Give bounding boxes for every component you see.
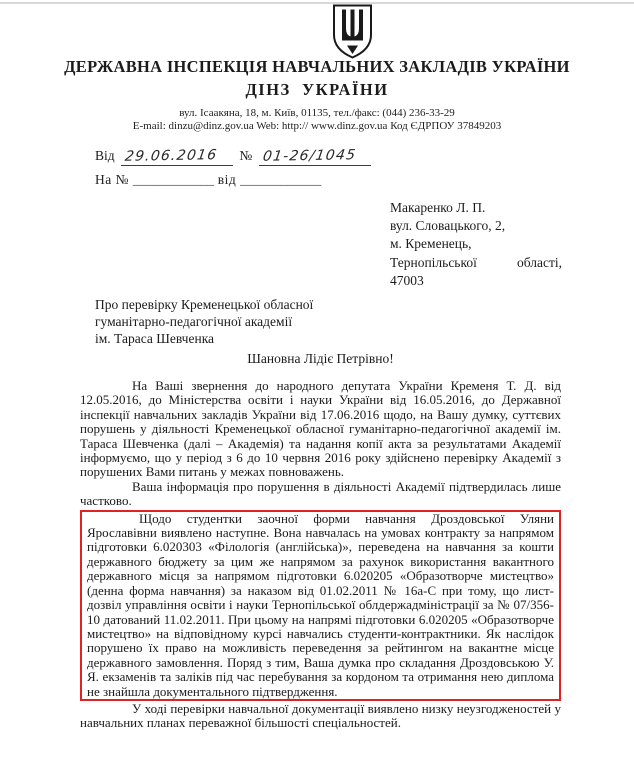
highlighted-paragraph: Щодо студентки заочної форми навчання Дроздовської Уляни Ярославівни виявлено наступне. Вона навчалась на умовах контракту за напрямом підготовки 6.020303 «Філологія (англійська)», переведена на навчання за кошти державного бюджету за цим же напрямом за рахунок використання вакантного державного місця за напрямом підготовки 6.020205 «Образотворче мистецтво» (денна форма навчання) за наказом від 01.02.2011 № 16а-С при тому, що лист-дозвіл управління освіти і науки Тернопільської облдержадміністрації за № 07/356-10 датований 11.02.2011. При цьому на напрямі підготовки 6.020205 «Образотворче мистецтво» на відповідному курсі навчались студенти-контрактники. Як наслідок порушено їх право на можливість переведення за рейтингом на вакантне місце державного замовлення. Поряд з тим, Ваша думка про складання Дроздовською У. Я. екзаменів та заліків під час перебування за кордоном та отримання нею диплома не знайшла документального підтвердження.	[87, 510, 554, 699]
recipient-city: м. Кременець,	[390, 236, 472, 252]
contact-line: E-mail: dinzu@dinz.gov.ua Web: http:// www.dinz.gov.ua Код ЄДРПОУ 37849203	[132, 120, 502, 132]
salutation: Шановна Лідіє Петрівно!	[247, 351, 394, 366]
numero-sign: №	[239, 148, 253, 163]
body-paragraph-1: На Ваші звернення до народного депутата України Кременя Т. Д. від 12.05.2016, до Міністерства освіти і науки України від 16.05.2016, до Державної інспекції навчальних закладів України від 17.06.2016 щодо, на Вашу думку, суттєвих порушень у діяльності Кременецької обласної гуманітарно-педагогічної академії ім. Тараса Шевченка (далі – Академія) та надання копії акта за результатами Академії інформуємо, що у період з 6 до 10 червня 2016 року здійснено перевірку Академії з порушених Вами питань у межах повноважень.	[80, 378, 561, 480]
org-abbr-heading: ДІНЗ УКРАЇНИ	[245, 80, 389, 99]
outgoing-number-field	[259, 148, 371, 166]
subject-block	[95, 296, 313, 347]
incoming-from-label: від	[217, 172, 237, 187]
recipient-street: вул. Словацького, 2,	[390, 218, 506, 234]
recipient-name: Макаренко Л. П.	[390, 200, 486, 215]
address-line: вул. Ісаакяна, 18, м. Київ, 01135, тел./факс: (044) 236-33-29	[179, 107, 455, 119]
outgoing-ref-line	[95, 148, 374, 166]
subject-line: ім. Тараса Шевченка	[95, 331, 215, 346]
incoming-ref-line	[95, 172, 321, 188]
outgoing-date-handwritten: 29.06.2016	[123, 147, 219, 165]
highlighted-paragraph-box	[80, 510, 561, 701]
subject-line: Про перевірку Кременецької обласної	[95, 297, 314, 312]
body-paragraph-2: Ваша інформація про порушення в діяльності Академії підтвердилась лише частково.	[80, 478, 561, 509]
recipient-postal-code: 47003	[390, 272, 424, 288]
letter-body	[80, 379, 561, 731]
incoming-date-blank: ____________	[240, 172, 322, 187]
subject-line: гуманітарно-педагогічної академії	[95, 314, 293, 329]
incoming-ref-label: На №	[95, 172, 129, 187]
scan-edge-line	[0, 2, 634, 4]
outgoing-number-handwritten: 01-26/1045	[261, 147, 357, 165]
recipient-region: Тернопільської області,	[390, 254, 562, 270]
ukraine-trident-emblem-icon	[329, 4, 376, 59]
incoming-number-blank: ____________	[132, 172, 214, 187]
body-paragraph-3: У ході перевірки навчальної документації виявлено низку неузгодженостей у навчальних планах переважної більшості спеціальностей.	[80, 700, 561, 731]
org-name-heading: ДЕРЖАВНА ІНСПЕКЦІЯ НАВЧАЛЬНИХ ЗАКЛАДІВ УКРАЇНИ	[64, 57, 570, 76]
outgoing-date-field	[121, 148, 233, 166]
outgoing-ref-label: Від	[95, 148, 115, 163]
recipient-block	[390, 199, 562, 290]
